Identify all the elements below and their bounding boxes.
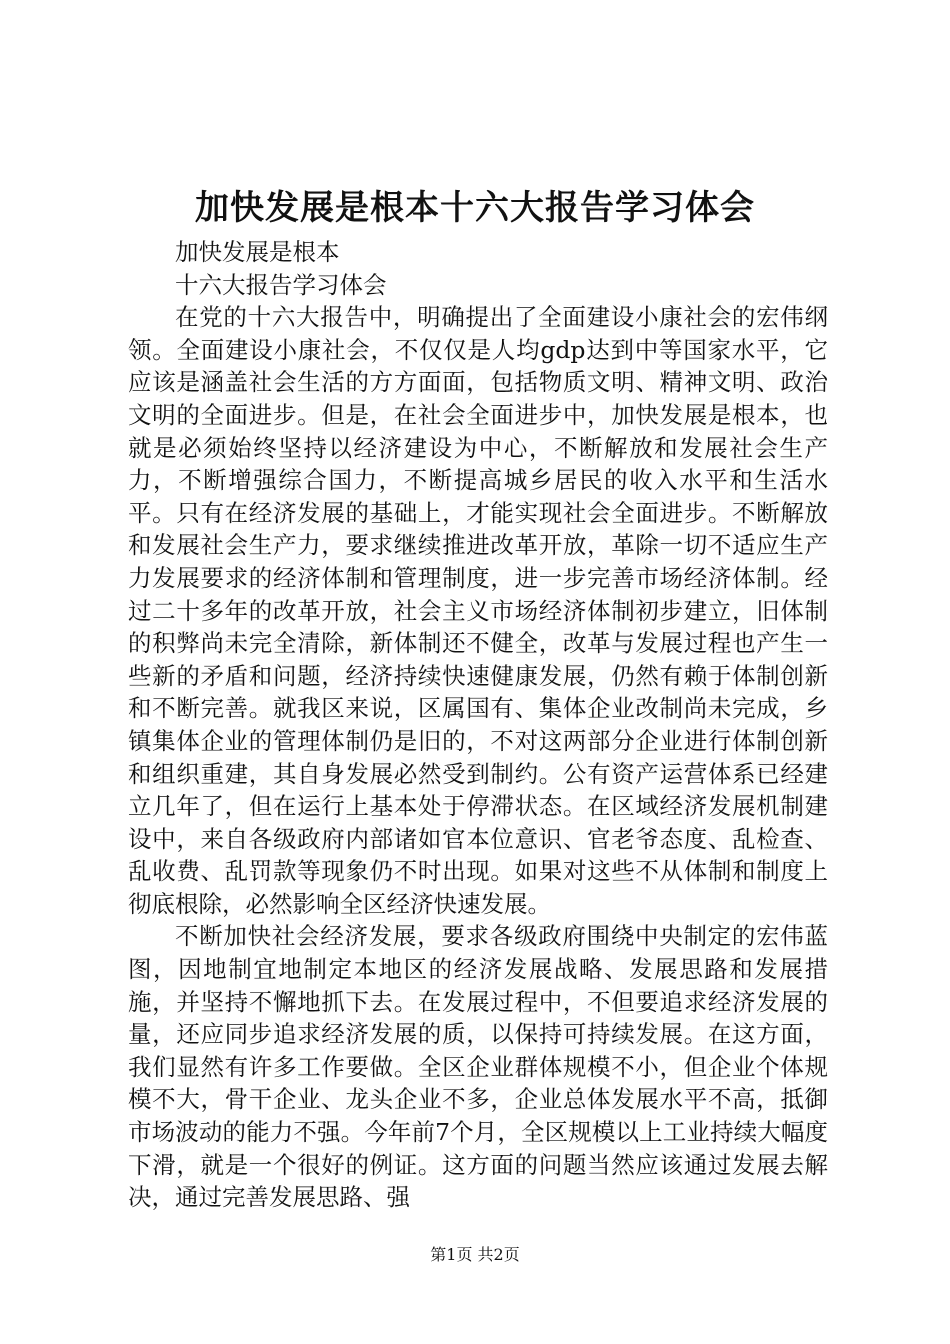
paragraph-2: 不断加快社会经济发展，要求各级政府围绕中央制定的宏伟蓝图，因地制宜地制定本地区的经济发展战略、发展思路和发展措施，并坚持不懈地抓下去。在发展过程中，不但要追求经济发展的量，还应同步追求经济发展的质，以保持可持续发展。在这方面，我们显然有许多工作要做。全区企业群体规模不小，但企业个体规模不大，骨干企业、龙头企业不多，企业总体发展水平不高，抵御市场波动的能力不强。今年前7个月，全区规模以上工业持续大幅度下滑，就是一个很好的例证。这方面的问题当然应该通过发展去解决，通过完善发展思路、强 xyxy=(128,922,828,1212)
document-title: 加快发展是根本十六大报告学习体会 xyxy=(195,188,755,228)
document-body xyxy=(128,236,828,1214)
subtitle-line-1: 加快发展是根本 xyxy=(175,238,340,266)
subtitle-line-2: 十六大报告学习体会 xyxy=(175,270,387,299)
paragraph-1: 在党的十六大报告中，明确提出了全面建设小康社会的宏伟纲领。全面建设小康社会，不仅仅是人均gdp达到中等国家水平，它应该是涵盖社会生活的方方面面，包括物质文明、精神文明、政治文明的全面进步。但是，在社会全面进步中，加快发展是根本，也就是必须始终坚持以经济建设为中心，不断解放和发展社会生产力，不断增强综合国力，不断提高城乡居民的收入水平和生活水平。只有在经济发展的基础上，才能实现社会全面进步。不断解放和发展社会生产力，要求继续推进改革开放，革除一切不适应生产力发展要求的经济体制和管理制度，进一步完善市场经济体制。经过二十多年的改革开放，社会主义市场经济体制初步建立，旧体制的积弊尚未完全清除，新体制还不健全，改革与发展过程也产生一些新的矛盾和问题，经济持续快速健康发展，仍然有赖于体制创新和不断完善。就我区来说，区属国有、集体企业改制尚未完成，乡镇集体企业的管理体制仍是旧的，不对这两部分企业进行体制创新和组织重建，其自身发展必然受到制约。公有资产运营体系已经建立几年了，但在运行上基本处于停滞状态。在区域经济发展机制建设中，来自各级政府内部诸如官本位意识、官老爷态度、乱检查、乱收费、乱罚款等现象仍不时出现。如果对这些不从体制和制度上彻底根除，必然影响全区经济快速发展。 xyxy=(128,303,828,918)
page-footer: 第1页 共2页 xyxy=(430,1245,520,1264)
